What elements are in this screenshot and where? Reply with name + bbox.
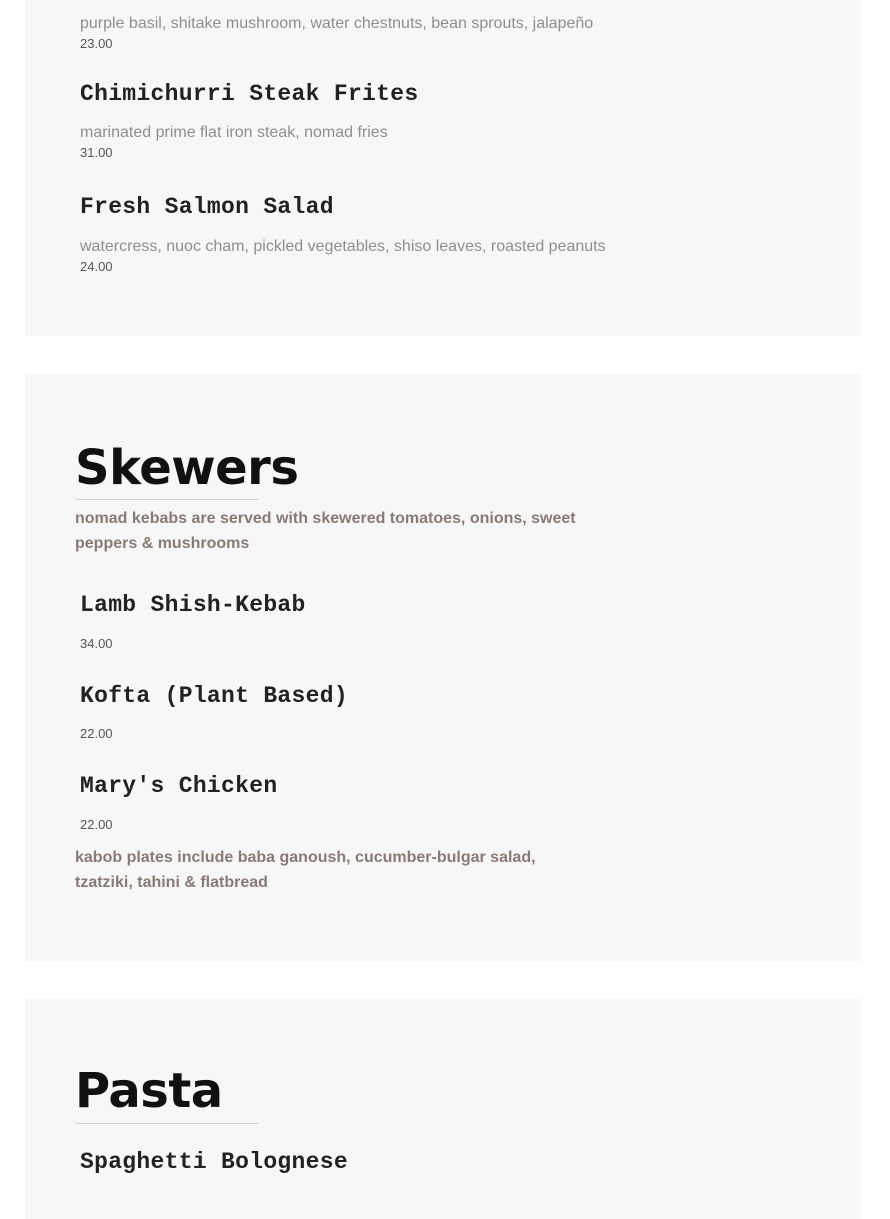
item-price: 23.00	[80, 36, 113, 51]
item-price: 24.00	[80, 259, 113, 274]
menu-item	[80, 14, 593, 52]
section-footnote: kabob plates include baba ganoush, cucumber-bulgar salad, tzatziki, tahini & flatbread	[75, 849, 536, 891]
item-price: 31.00	[80, 145, 113, 160]
item-name: Spaghetti Bolognese	[80, 1149, 348, 1175]
menu-item	[80, 683, 348, 742]
section-intro: nomad kebabs are served with skewered tomatoes, onions, sweet peppers & mushrooms	[75, 510, 576, 552]
item-name: Kofta (Plant Based)	[80, 683, 348, 709]
menu-item	[80, 81, 418, 161]
item-price: 22.00	[80, 817, 113, 832]
menu-item	[80, 194, 606, 275]
menu-section-card-previous	[25, 0, 861, 336]
section-title-underline	[75, 1123, 259, 1124]
item-description: watercress, nuoc cham, pickled vegetables, shiso leaves, roasted peanuts	[80, 238, 606, 255]
section-title: Skewers	[75, 440, 299, 496]
item-description: marinated prime flat iron steak, nomad fries	[80, 124, 388, 141]
item-name: Mary's Chicken	[80, 773, 278, 799]
menu-item	[80, 592, 306, 652]
menu-section-card-skewers	[25, 374, 861, 961]
menu-item	[80, 773, 277, 833]
item-name: Lamb Shish-Kebab	[80, 592, 306, 618]
item-price: 34.00	[80, 636, 113, 651]
item-description: purple basil, shitake mushroom, water chestnuts, bean sprouts, jalapeño	[80, 15, 594, 32]
menu-item	[80, 1149, 348, 1175]
section-title: Pasta	[75, 1063, 223, 1119]
item-name: Chimichurri Steak Frites	[80, 81, 419, 107]
item-name: Fresh Salmon Salad	[80, 194, 334, 220]
section-title-underline	[75, 499, 259, 500]
item-price: 22.00	[80, 726, 113, 741]
menu-section-card-pasta	[25, 999, 861, 1219]
